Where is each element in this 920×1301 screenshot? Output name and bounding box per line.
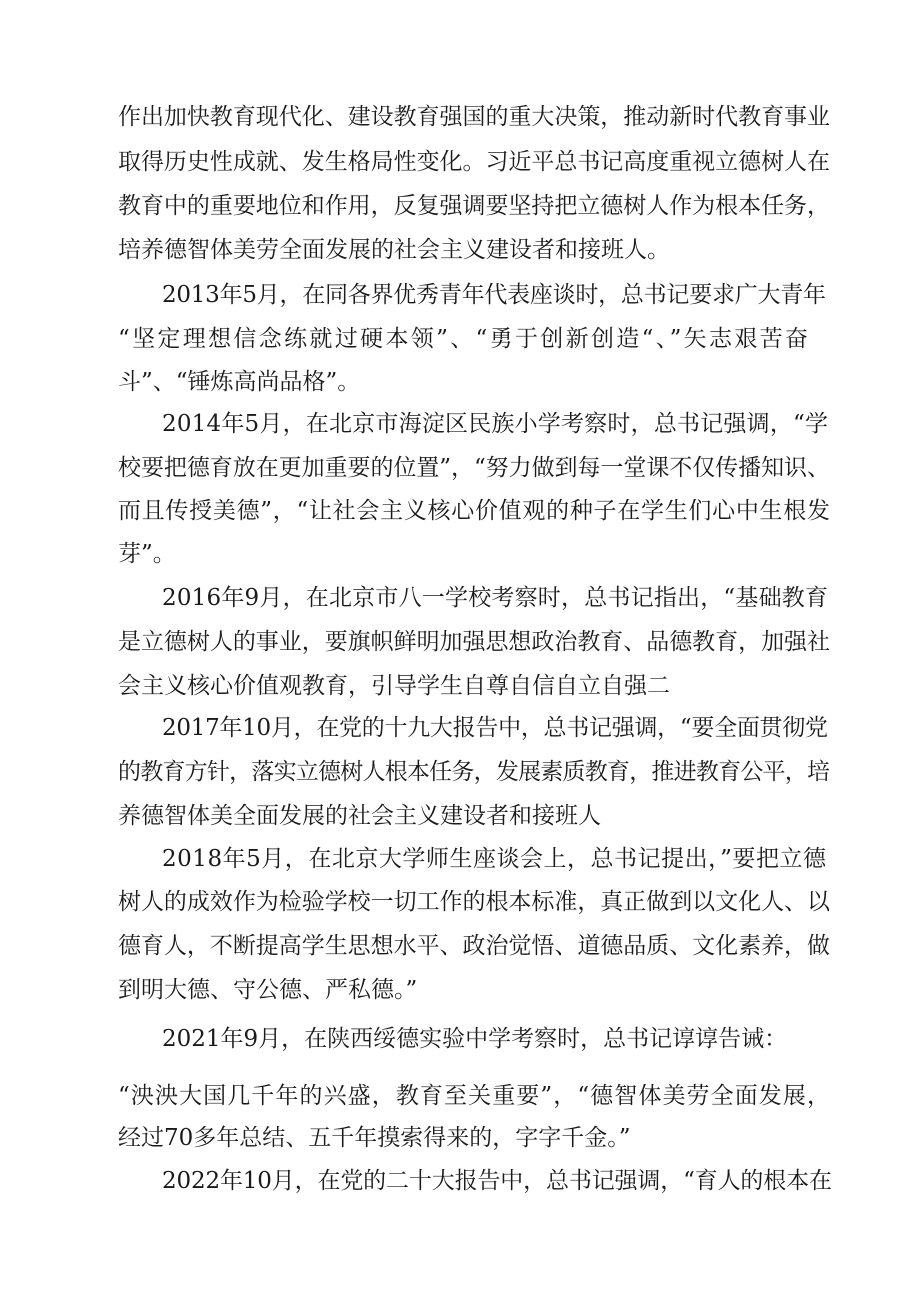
text-line: 2018年5月，在北京大学师生座谈会上，总书记提出，”要把立德 xyxy=(162,846,827,872)
text-line: 2022年10月，在党的二十大报告中，总书记强调，“育人的根本在 xyxy=(162,1168,832,1194)
text-line: “坚定理想信念练就过硬本领”、“勇于创新创造“、”矢志艰苦奋 xyxy=(118,326,811,352)
text-line: 2021年9月，在陕西绥德实验中学考察时，总书记谆谆告诫： xyxy=(162,1026,788,1052)
text-line: 到明大德、守公德、严私德。” xyxy=(118,977,418,1003)
text-line: 斗”、“锤炼高尚品格”。 xyxy=(118,369,361,395)
text-line: 树人的成效作为检验学校一切工作的根本标准，真正做到以文化人、以 xyxy=(118,889,830,915)
text-line: 2016年9月，在北京市八一学校考察时，总书记指出，“基础教育 xyxy=(162,585,829,611)
text-line: 的教育方针，落实立德树人根本任务，发展素质教育，推进教育公平，培 xyxy=(118,759,830,785)
text-line: “泱泱大国几千年的兴盛，教育至关重要”，“德智体美劳全面发展， xyxy=(118,1083,832,1109)
text-line: 教育中的重要地位和作用，反复强调要坚持把立德树人作为根本任务， xyxy=(118,193,830,219)
text-line: 2017年10月，在党的十九大报告中，总书记强调，“要全面贯彻党 xyxy=(162,715,828,741)
text-line: 取得历史性成就、发生格局性变化。习近平总书记高度重视立德树人在 xyxy=(118,149,830,175)
text-line: 养德智体美全面发展的社会主义建设者和接班人 xyxy=(118,803,601,829)
text-line: 是立德树人的事业，要旗帜鲜明加强思想政治教育、品德教育，加强社 xyxy=(118,629,830,655)
text-line: 2013年5月，在同各界优秀青年代表座谈时，总书记要求广大青年 xyxy=(162,282,826,308)
text-line: 会主义核心价值观教育，引导学生自尊自信自立自强二 xyxy=(118,673,670,699)
text-line: 而且传授美德”，“让社会主义核心价值观的种子在学生们心中生根发 xyxy=(118,498,831,524)
text-line: 德育人，不断提高学生思想水平、政治觉悟、道德品质、文化素养，做 xyxy=(118,933,830,959)
text-line: 培养德智体美劳全面发展的社会主义建设者和接班人。 xyxy=(118,237,670,263)
text-line: 作出加快教育现代化、建设教育强国的重大决策，推动新时代教育事业 xyxy=(118,104,830,130)
text-line: 校要把德育放在更加重要的位置”，“努力做到每一堂课不仅传播知识、 xyxy=(118,455,830,481)
text-line: 芽”。 xyxy=(118,541,176,567)
text-line: 2014年5月，在北京市海淀区民族小学考察时，总书记强调，“学 xyxy=(162,411,829,437)
text-line: 经过70多年总结、五千年摸索得来的，字字千金。” xyxy=(118,1125,631,1151)
